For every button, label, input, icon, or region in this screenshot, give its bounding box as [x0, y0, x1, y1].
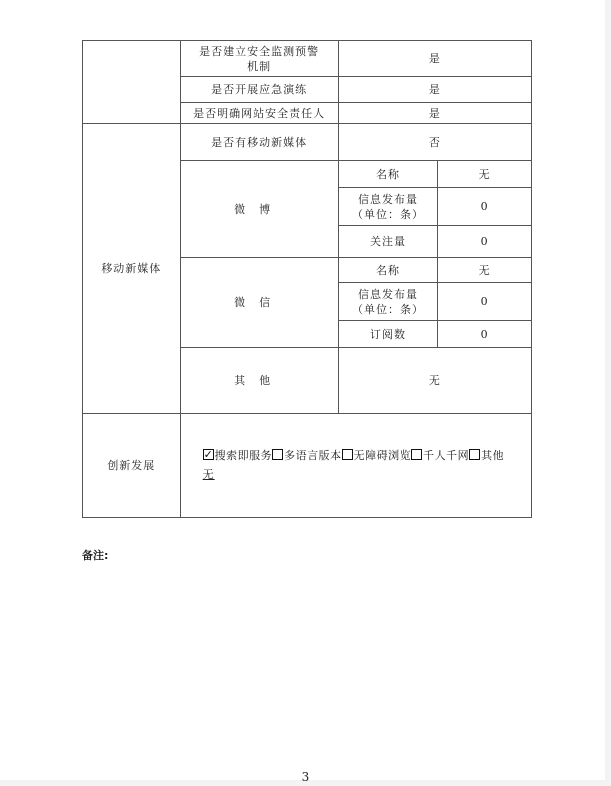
option-search-service-label: 搜索即服务 — [214, 449, 273, 462]
table-row — [83, 414, 532, 518]
weibo-follow-label: 关注量 — [338, 226, 438, 258]
emergency-drill-label: 是否开展应急演练 — [180, 77, 338, 103]
has-mobile-media-label: 是否有移动新媒体 — [180, 124, 338, 161]
wechat-subs-label: 订阅数 — [338, 321, 438, 348]
note-label: 备注: — [82, 549, 109, 562]
checkbox-multilingual[interactable] — [272, 449, 283, 460]
checkbox-accessibility[interactable] — [342, 449, 353, 460]
other-media-label: 其他 — [180, 348, 338, 414]
monitoring-warning-value: 是 — [338, 41, 531, 77]
wechat-posts-label: 信息发布量 （单位：条） — [338, 283, 438, 321]
security-owner-value: 是 — [338, 103, 531, 124]
checkbox-personalized[interactable] — [411, 449, 422, 460]
wechat-subs-value: 0 — [438, 321, 532, 348]
other-media-value: 无 — [338, 348, 531, 414]
innovation-options — [203, 448, 527, 463]
wechat-label: 微信 — [180, 258, 338, 348]
report-table — [82, 40, 532, 518]
emergency-drill-value: 是 — [338, 77, 531, 103]
option-other-label: 其他 — [481, 449, 505, 462]
weibo-posts-label: 信息发布量 （单位：条） — [338, 188, 438, 226]
wechat-name-value: 无 — [438, 258, 532, 283]
weibo-name-label: 名称 — [338, 161, 438, 188]
monitoring-warning-label: 是否建立安全监测预警 机制 — [180, 41, 338, 77]
option-personalized-label: 千人千网 — [423, 449, 470, 462]
option-accessibility-label: 无障碍浏览 — [353, 449, 412, 462]
has-mobile-media-value: 否 — [338, 124, 531, 161]
table-row — [83, 41, 532, 77]
wechat-posts-value: 0 — [438, 283, 532, 321]
checkbox-other[interactable] — [469, 449, 480, 460]
wechat-name-label: 名称 — [338, 258, 438, 283]
security-section-cell — [83, 41, 181, 124]
weibo-posts-value: 0 — [438, 188, 532, 226]
weibo-name-value: 无 — [438, 161, 532, 188]
weibo-follow-value: 0 — [438, 226, 532, 258]
option-multilingual-label: 多语言版本 — [284, 449, 342, 462]
innovation-options-cell — [180, 414, 531, 518]
weibo-label: 微博 — [180, 161, 338, 258]
innovation-section-label: 创新发展 — [83, 414, 181, 518]
innovation-other-value: 无 — [202, 468, 215, 481]
security-owner-label: 是否明确网站安全责任人 — [180, 103, 338, 124]
page-number: 3 — [301, 770, 310, 784]
table-row — [83, 124, 532, 161]
checkbox-search-service[interactable] — [203, 449, 214, 460]
mobile-media-section-label: 移动新媒体 — [83, 124, 181, 414]
